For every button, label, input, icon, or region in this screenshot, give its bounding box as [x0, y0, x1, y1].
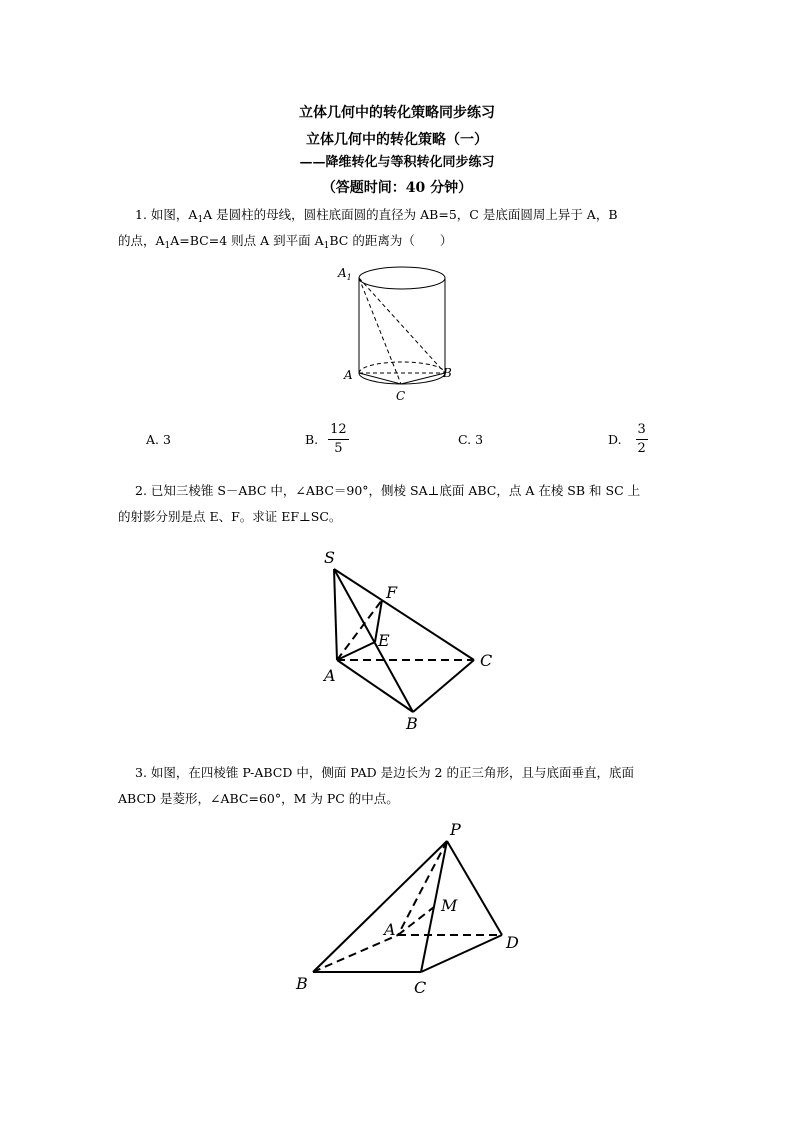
label-f: F	[386, 583, 398, 602]
label-a1: $A_1$	[338, 266, 352, 282]
q1-text: 的点，A	[118, 233, 165, 248]
page-title: 立体几何中的转化策略同步练习	[299, 105, 495, 121]
edge-bc	[413, 660, 474, 712]
fraction-12-5	[328, 421, 349, 458]
fraction-numerator: 12	[328, 421, 349, 440]
q1-text: 1. 如图，A	[135, 207, 198, 222]
option-label: B.	[305, 432, 319, 447]
label-d: D	[506, 933, 519, 952]
option-label: D.	[608, 432, 622, 447]
label-e: E	[378, 631, 390, 650]
label-a: A	[324, 666, 336, 685]
cylinder-top-ellipse	[359, 267, 445, 289]
q1-option-b	[305, 421, 349, 458]
fraction-denominator: 5	[334, 441, 343, 456]
fraction-3-2	[636, 421, 648, 458]
edge-ba	[313, 935, 398, 972]
q1-option-d	[608, 421, 648, 458]
label-c: C	[414, 978, 427, 997]
q2-line1: 2. 已知三棱锥 S－ABC 中，∠ABC＝90°，侧棱 SA⊥底面 ABC，点 A 在棱 SB 和 SC 上	[135, 483, 641, 498]
edge-sa	[334, 569, 337, 660]
edge-pd	[447, 841, 502, 935]
label-b: B	[406, 714, 418, 733]
segment-af	[337, 600, 382, 660]
q1-text: A=BC=4 则点 A 到平面 A	[170, 233, 324, 248]
q1-subscript: 1	[197, 215, 204, 225]
q1-option-a: A. 3	[146, 432, 171, 447]
section-subtitle: ——降维转化与等积转化同步练习	[299, 155, 495, 170]
segment-a1b	[359, 278, 445, 373]
section-title: 立体几何中的转化策略（一）	[306, 132, 488, 148]
q1-text: A 是圆柱的母线，圆柱底面圆的直径为 AB=5，C 是底面圆周上异于 A，B	[203, 207, 618, 222]
cylinder-figure	[330, 258, 470, 408]
fraction-denominator: 2	[637, 441, 646, 456]
label-a: A	[344, 368, 353, 382]
q3-line1: 3. 如图，在四棱锥 P-ABCD 中，侧面 PAD 是边长为 2 的正三角形，且与底面垂直，底面	[135, 765, 634, 780]
label-b: B	[296, 974, 308, 993]
segment-ae	[337, 642, 375, 660]
label-b: B	[443, 366, 452, 380]
q3-line2: ABCD 是菱形，∠ABC=60°，M 为 PC 的中点。	[118, 791, 399, 806]
label-s: S	[324, 548, 335, 567]
label-m: M	[441, 896, 458, 915]
label-c: C	[480, 651, 493, 670]
edge-ab	[337, 660, 413, 712]
label-p: P	[450, 820, 461, 839]
label-a: A	[384, 920, 396, 939]
fraction-numerator: 3	[636, 421, 648, 440]
cylinder-bottom-front-arc	[359, 373, 445, 384]
edge-sb	[334, 569, 413, 712]
pyramid-pabcd-figure	[290, 815, 540, 1000]
cylinder-bottom-back-arc	[359, 362, 445, 373]
pyramid-sabc-figure	[310, 540, 510, 740]
label-c: C	[396, 389, 406, 403]
edge-pb	[313, 841, 447, 972]
edge-sc	[334, 569, 474, 660]
q1-text: BC 的距离为（ ）	[329, 233, 453, 248]
edge-cd	[421, 935, 502, 972]
q1-subscript: 1	[323, 241, 330, 251]
q2-line2: 的射影分别是点 E、F。求证 EF⊥SC。	[118, 509, 342, 524]
q1-line2	[118, 228, 695, 259]
q1-option-c: C. 3	[458, 432, 484, 447]
segment-a1c	[359, 278, 401, 384]
time-note: （答题时间：40 分钟）	[321, 180, 473, 196]
edge-pa	[398, 841, 447, 935]
q1-subscript: 1	[164, 241, 171, 251]
